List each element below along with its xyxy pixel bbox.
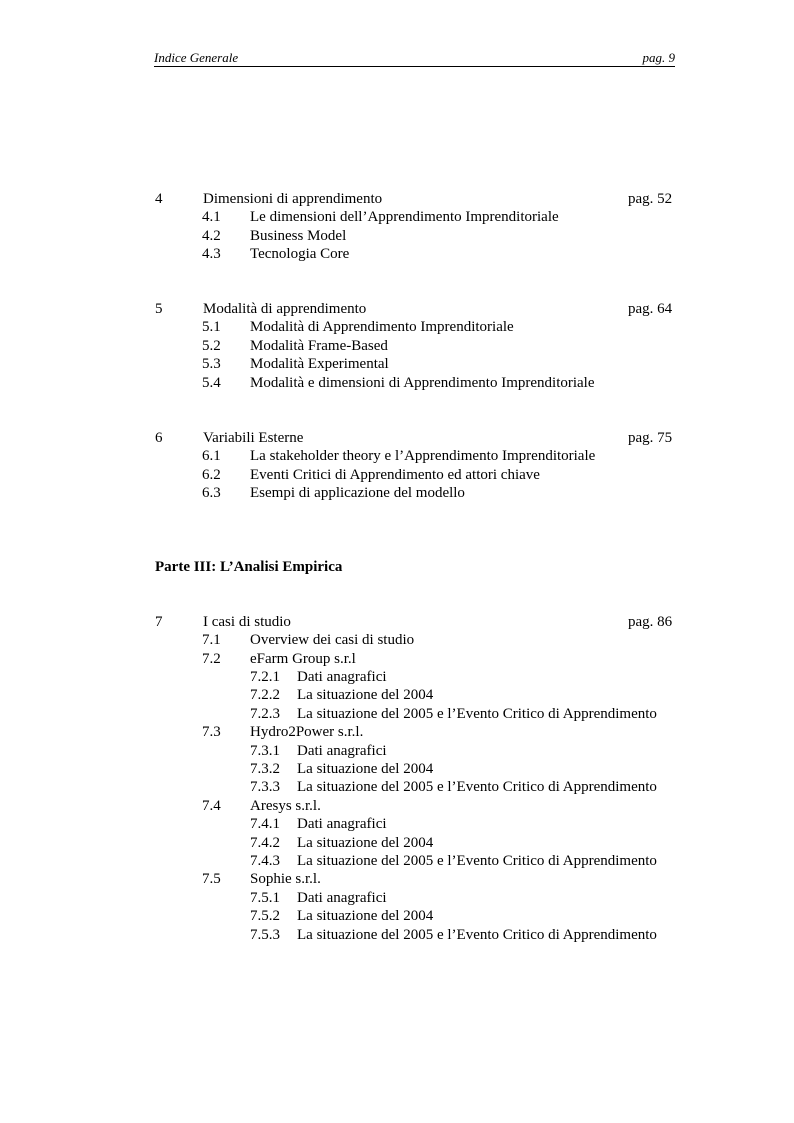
chapter-page: pag. 52 <box>628 191 673 207</box>
section-number: 5.2 <box>202 338 221 354</box>
subsection-number: 7.3.1 <box>250 743 280 759</box>
subsection-title: La situazione del 2005 e l’Evento Critico di Apprendimento <box>297 927 657 943</box>
subsection-title: Dati anagrafici <box>297 669 387 685</box>
chapter-title: Dimensioni di apprendimento <box>203 191 383 207</box>
section-title: Tecnologia Core <box>250 246 350 262</box>
subsection-number: 7.4.1 <box>250 816 280 832</box>
section-title: Business Model <box>250 228 347 244</box>
chapter-number: 4 <box>155 191 163 207</box>
header-title: Indice Generale <box>154 50 239 65</box>
subsection-number: 7.5.2 <box>250 908 280 924</box>
header-page-number: pag. 9 <box>642 50 675 65</box>
subsection-title: La situazione del 2005 e l’Evento Critico di Apprendimento <box>297 779 657 795</box>
subsection-number: 7.5.3 <box>250 927 280 943</box>
subsection-title: La situazione del 2004 <box>297 908 434 924</box>
section-title: Modalità e dimensioni di Apprendimento Imprenditoriale <box>250 375 595 391</box>
section-title: Esempi di applicazione del modello <box>250 485 465 501</box>
section-title: Modalità Experimental <box>250 356 389 372</box>
section-number: 4.2 <box>202 228 221 244</box>
part-heading: Parte III: L’Analisi Empirica <box>155 559 343 575</box>
section-number: 5.3 <box>202 356 221 372</box>
section-number: 7.4 <box>202 798 221 814</box>
subsection-number: 7.3.3 <box>250 779 280 795</box>
subsection-title: La situazione del 2005 e l’Evento Critico di Apprendimento <box>297 853 657 869</box>
subsection-number: 7.2.1 <box>250 669 280 685</box>
subsection-title: Dati anagrafici <box>297 743 387 759</box>
subsection-number: 7.2.2 <box>250 687 280 703</box>
section-title: Overview dei casi di studio <box>250 632 415 648</box>
section-number: 6.3 <box>202 485 221 501</box>
subsection-number: 7.5.1 <box>250 890 280 906</box>
section-title: Eventi Critici di Apprendimento ed attori chiave <box>250 467 540 483</box>
subsection-title: Dati anagrafici <box>297 816 387 832</box>
subsection-number: 7.3.2 <box>250 761 280 777</box>
section-number: 6.1 <box>202 448 221 464</box>
page-header <box>154 48 675 67</box>
subsection-number: 7.4.3 <box>250 853 280 869</box>
section-number: 5.1 <box>202 319 221 335</box>
chapter-title: Modalità di apprendimento <box>203 301 367 317</box>
chapter-page: pag. 64 <box>628 301 673 317</box>
section-title: La stakeholder theory e l’Apprendimento Imprenditoriale <box>250 448 596 464</box>
section-title: Hydro2Power s.r.l. <box>250 724 364 740</box>
chapter-page: pag. 75 <box>628 430 673 446</box>
chapter-title: I casi di studio <box>203 614 291 630</box>
section-title: Le dimensioni dell’Apprendimento Imprenditoriale <box>250 209 559 225</box>
section-title: eFarm Group s.r.l <box>250 651 356 667</box>
subsection-title: Dati anagrafici <box>297 890 387 906</box>
subsection-number: 7.4.2 <box>250 835 280 851</box>
subsection-title: La situazione del 2004 <box>297 835 434 851</box>
subsection-title: La situazione del 2004 <box>297 687 434 703</box>
section-number: 4.1 <box>202 209 221 225</box>
section-title: Aresys s.r.l. <box>250 798 321 814</box>
section-number: 7.5 <box>202 871 221 887</box>
section-title: Modalità Frame-Based <box>250 338 388 354</box>
subsection-title: La situazione del 2005 e l’Evento Critico di Apprendimento <box>297 706 657 722</box>
subsection-title: La situazione del 2004 <box>297 761 434 777</box>
chapter-number: 5 <box>155 301 163 317</box>
section-title: Sophie s.r.l. <box>250 871 321 887</box>
section-number: 7.1 <box>202 632 221 648</box>
chapter-page: pag. 86 <box>628 614 673 630</box>
section-number: 7.3 <box>202 724 221 740</box>
section-number: 6.2 <box>202 467 221 483</box>
subsection-number: 7.2.3 <box>250 706 280 722</box>
section-number: 4.3 <box>202 246 221 262</box>
section-title: Modalità di Apprendimento Imprenditoriale <box>250 319 514 335</box>
chapter-number: 7 <box>155 614 163 630</box>
section-number: 7.2 <box>202 651 221 667</box>
chapter-title: Variabili Esterne <box>203 430 304 446</box>
section-number: 5.4 <box>202 375 221 391</box>
chapter-number: 6 <box>155 430 163 446</box>
